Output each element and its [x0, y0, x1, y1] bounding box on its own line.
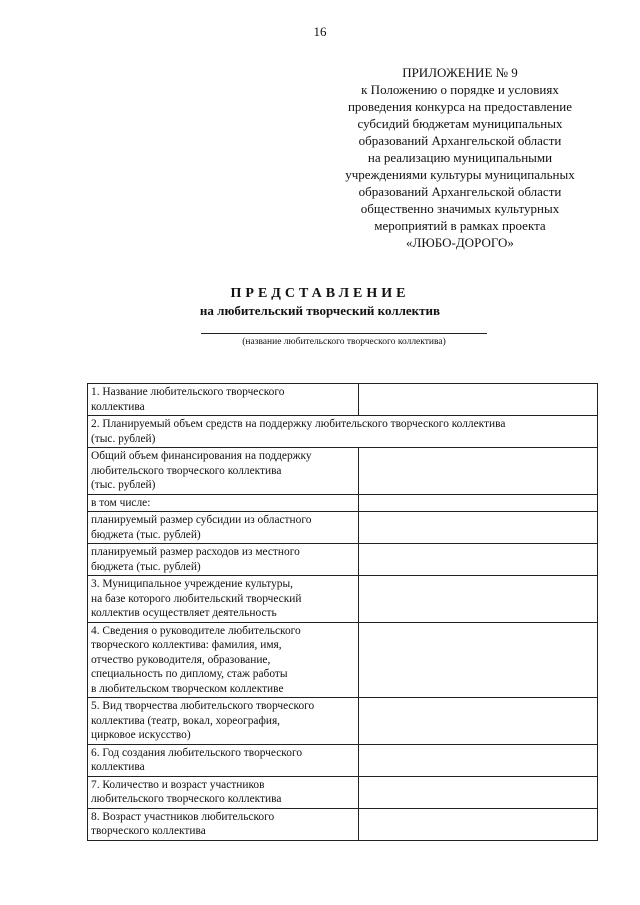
row-value-cell[interactable]: [359, 494, 598, 512]
appendix-line: образований Архангельской области: [358, 184, 562, 199]
table-row: [88, 416, 598, 448]
row-label-line: 6. Год создания любительского творческого: [91, 746, 303, 759]
appendix-line: образований Архангельской области: [358, 133, 562, 148]
table-row: [88, 808, 598, 840]
row-label-line: на базе которого любительский творческий: [91, 592, 302, 605]
row-label-line: в любительском творческом коллективе: [91, 682, 284, 695]
row-value-cell[interactable]: [359, 698, 598, 745]
row-label-line: 8. Возраст участников любительского: [91, 810, 275, 823]
table-row: [88, 744, 598, 776]
document-subtitle: на любительский творческий коллектив: [199, 303, 441, 318]
collective-name-caption: (название любительского творческого коллектива): [242, 337, 446, 347]
row-label-line: 5. Вид творчества любительского творческого: [91, 700, 315, 712]
row-label-line: планируемый размер субсидии из областного: [91, 514, 312, 526]
row-value-cell[interactable]: [359, 512, 598, 544]
row-label-line: (тыс. рублей): [91, 432, 156, 445]
row-value-cell[interactable]: [359, 776, 598, 808]
appendix-line: на реализацию муниципальными: [367, 150, 553, 165]
row-label-line: коллектива: [91, 761, 145, 773]
appendix-line: к Положению о порядке и условиях: [361, 82, 559, 97]
row-label: [88, 494, 359, 512]
table-row: [88, 512, 598, 544]
row-value-cell[interactable]: [359, 576, 598, 623]
row-value-cell[interactable]: [359, 384, 598, 416]
row-value-cell[interactable]: [359, 744, 598, 776]
appendix-line: ПРИЛОЖЕНИЕ № 9: [402, 65, 518, 80]
table-row: [88, 448, 598, 495]
row-label: [88, 744, 359, 776]
form-table: [87, 383, 598, 841]
row-label-line: (тыс. рублей): [91, 479, 156, 491]
table-row: [88, 576, 598, 623]
row-label-line: любительского творческого коллектива: [91, 464, 282, 477]
row-label-line: бюджета (тыс. рублей): [91, 560, 201, 573]
row-label: [88, 512, 359, 544]
appendix-line: учреждениями культуры муниципальных: [345, 167, 575, 182]
row-label-line: 4. Сведения о руководителе любительского: [91, 624, 301, 637]
table-row: [88, 494, 598, 512]
appendix-line: «ЛЮБО-ДОРОГО»: [406, 235, 514, 250]
row-value-cell[interactable]: [359, 448, 598, 495]
row-label-line: творческого коллектива: [91, 825, 206, 837]
row-label: [88, 416, 598, 448]
row-label: [88, 576, 359, 623]
table-row: [88, 544, 598, 576]
row-label-line: коллектива (театр, вокал, хореография,: [91, 714, 281, 727]
row-value-cell[interactable]: [359, 808, 598, 840]
row-label-line: в том числе:: [91, 496, 151, 509]
table-row: [88, 776, 598, 808]
page-number: 16: [313, 24, 327, 39]
table-row: [88, 698, 598, 745]
row-label: [88, 448, 359, 495]
row-label: [88, 544, 359, 576]
appendix-header: [300, 64, 620, 251]
collective-name-line: [201, 333, 487, 334]
row-label: [88, 698, 359, 745]
row-label-line: планируемый размер расходов из местного: [91, 546, 300, 558]
row-label-line: 3. Муниципальное учреждение культуры,: [91, 578, 293, 590]
appendix-line: проведения конкурса на предоставление: [347, 99, 573, 114]
row-label-line: коллектива: [91, 400, 145, 413]
row-label-line: отчество руководителя, образование,: [91, 653, 271, 666]
row-label-line: бюджета (тыс. рублей): [91, 528, 201, 541]
row-value-cell[interactable]: [359, 544, 598, 576]
table-row: [88, 384, 598, 416]
appendix-line: мероприятий в рамках проекта: [374, 218, 546, 233]
row-label: [88, 622, 359, 698]
row-label-line: специальность по диплому, стаж работы: [91, 668, 288, 680]
table-row: [88, 622, 598, 698]
row-value-cell[interactable]: [359, 622, 598, 698]
row-label: [88, 384, 359, 416]
row-label-line: любительского творческого коллектива: [91, 793, 282, 805]
row-label-line: Общий объем финансирования на поддержку: [91, 450, 312, 462]
document-title: ПРЕДСТАВЛЕНИЕ: [230, 286, 410, 301]
row-label-line: творческого коллектива: фамилия, имя,: [91, 639, 282, 651]
row-label: [88, 776, 359, 808]
row-label-line: 1. Название любительского творческого: [91, 386, 285, 398]
row-label-line: 2. Планируемый объем средств на поддержку любительского творческого коллектива: [91, 418, 506, 430]
row-label-line: коллектив осуществляет деятельность: [91, 607, 277, 619]
appendix-line: субсидий бюджетам муниципальных: [357, 116, 563, 131]
row-label-line: цирковое искусство): [91, 729, 191, 741]
appendix-line: общественно значимых культурных: [360, 201, 560, 216]
row-label-line: 7. Количество и возраст участников: [91, 778, 265, 791]
row-label: [88, 808, 359, 840]
